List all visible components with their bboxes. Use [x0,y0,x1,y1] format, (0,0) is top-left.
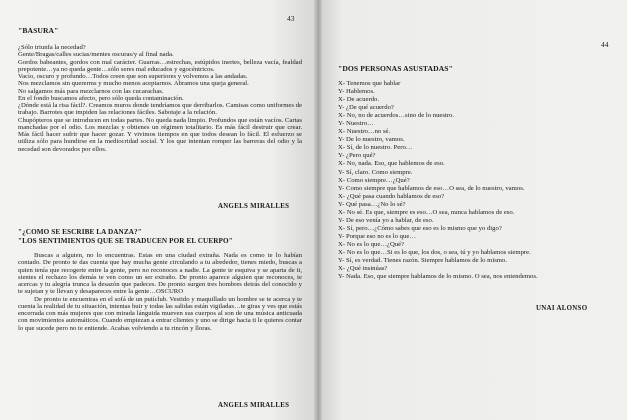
dialogue-line: Y- Nuestro… [338,120,374,128]
dialogue-line: X- Nuestro…no sé. [338,128,391,136]
dialogue-line: Y- ¿De qué acuerdo? [338,104,394,112]
dialogue-line: X- No es lo que…Si es lo que, los dos, o sea, tú y yo hablamos siempre. [338,248,531,256]
poem-title: "BASURA" [18,26,59,35]
page-number: 44 [601,40,609,49]
paragraph: De pronto te encuentras en el sofá de un putíclub. Vestido y maquillado un hombre se te acerca y te cuenta la realidad de tu situación, intentas huir y todas las salidas están vigiladas…te giras y ves que estás encerrada con más mujeres que con mirada lánguida mueven sus cuerpos al son de una música anticuada con movimientos automáticos. Cuando empiezan a entrar clientes y uno se dirige hacia ti le quieres contar lo que sucede pero no te entiende. Acabas volviendo a tu rincón y lloras. [18,295,302,332]
dialogue-line: Y- De lo nuestro, vamos. [338,136,405,144]
dialogue-line: X- No es lo que…¿Qué? [338,240,405,248]
dialogue-line: X- Tenemos que hablar [338,80,401,87]
dialogue-line: X- No sé. Es que, siempre es eso…O sea, nunca hablamos de eso. [338,208,515,216]
dialogue-line: Y- ¿Pero qué? [338,152,376,160]
dialogue-line: X- De acuerdo. [338,96,380,104]
dialogue-line: Y- Hablemos. [338,88,375,96]
poem-body [18,44,302,153]
author-signature: ANGELS MIRALLES [218,402,290,409]
dialogue-line: Y- Sí, es verdad. Tienes razón. Siempre hablamos de lo mismo. [338,257,508,265]
book-gutter [314,0,322,420]
page-number: 43 [287,14,295,23]
dialogue [338,80,620,281]
text-line: Gente/Bragas/calles sucias/mentes oscuras/y al final nada. [18,51,174,59]
text-line: Nos mezclamos sin quererms y mucho menos aceptarnos. Abramos una queja general. [18,80,249,88]
poem-body [18,252,302,332]
text-line: ¿Sólo triunfa la necedad? [18,44,86,51]
poem-subtitle: "LOS SENTIMIENTOS QUE SE TRADUCEN POR EL CUERPO" [18,237,233,245]
dialogue-line: X- No, nada. Eso, que hablemos de eso. [338,160,445,168]
dialogue-line: Y- Nada. Eso, que siempre hablamos de lo mismo. O sea, nos entendemos. [338,273,538,281]
text-line: En el fondo buscamos afecto, pero sólo queda contaminación. [18,94,184,102]
dialogue-line: Y- Como siempre que hablamos de eso…O sea, de lo nuestro, vamos. [338,184,525,192]
dialogue-line: Y- Qué pasa…¿No lo sé? [338,200,406,208]
author-signature: UNAI ALONSO [536,305,588,312]
dialogue-line: X- ¿Qué pasa cuando hablamos de eso? [338,192,445,200]
text-line: No salgamos más para mezclarnos con las cucarachas. [18,87,164,95]
text-line: ¿Dónde está la risa fácil?. Creamos muros donde tendríamos que derribarlos. Camisas como uniformes de trabajo. Barrotes que impiden las relaciones fáciles. Sabotaje a la relación. [18,102,302,117]
dialogue-line: X- ¿Qué insinúas? [338,265,388,273]
dialogue-line: X- Como siempre…¿Qué? [338,176,410,184]
dialogue-line: X- Sí, pero…¿Cómo sabes que eso es lo mismo que yo digo? [338,224,502,232]
text-line: Vacío, oscuro y profundo…Todos creen que son superiores y volvemos a las andadas. [18,73,248,80]
text-line: Chupópteros que se introducen en todas partes. No queda nada limpio. Profundos que están vacíos. Cartas manchadas por el odio. Los mezclas y obtienes un régimen totalitario. Es más fácil destruir que crear. Más fácil hacer sufrir que hacer gozar. Y vivimos tiempos en que todos desean lo fácil. El esfuerzo se utiliza sólo para hundirse en la mediocridad social. Y los que intentan romper las barreras del odio y la necedad son devorados por ellos. [18,116,302,153]
author-signature: ANGELS MIRALLES [218,203,290,210]
dialogue-line: Y- De eso venía yo a hablar, de eso. [338,216,434,224]
paragraph: Buscas a alguien, no lo encuentras. Estas en una ciudad extraña. Nada es como te lo habían contado. De pronto te das cuenta que hay mucha gente circulando a tu alrededor, tienes miedo, buscas a quien tenía que recogerte entre la gente, pero no reconoces a nadie. La gente te esquiva y se aparta de ti, sientes el rechazo los demás te ven como un ser extraño. De pronto aparece alguien que reconoces, te acercas y tu alegría trunca la desazón que padeces. De pronto surgen tres hombres detrás del conocido y te sujetan y te llevan y desapareces entre la gente…OSCURO [18,252,302,296]
right-page [318,0,627,420]
dialogue-line: Y- Porque eso no es lo que… [338,232,417,240]
dialogue-line: X- Sí, de lo nuestro. Pero… [338,144,413,152]
poem-title: "DOS PERSONAS ASUSTADAS" [338,64,453,73]
dialogue-line: X- No, no de acuerdos…sino de lo nuestro. [338,112,455,120]
dialogue-line: Y- Sí, claro. Como siempre. [338,168,413,176]
text-line: Gordos babeantes, gordos con mal carácter. Guarras…estrechas, estúpidos inertes, belleza vacía, fealdad prepotente…ya no queda gente…sólo seres mal educados y egocéntricos. [18,58,302,73]
poem-title: "¿COMO SE ESCRIBE LA DANZA?" [18,228,142,236]
